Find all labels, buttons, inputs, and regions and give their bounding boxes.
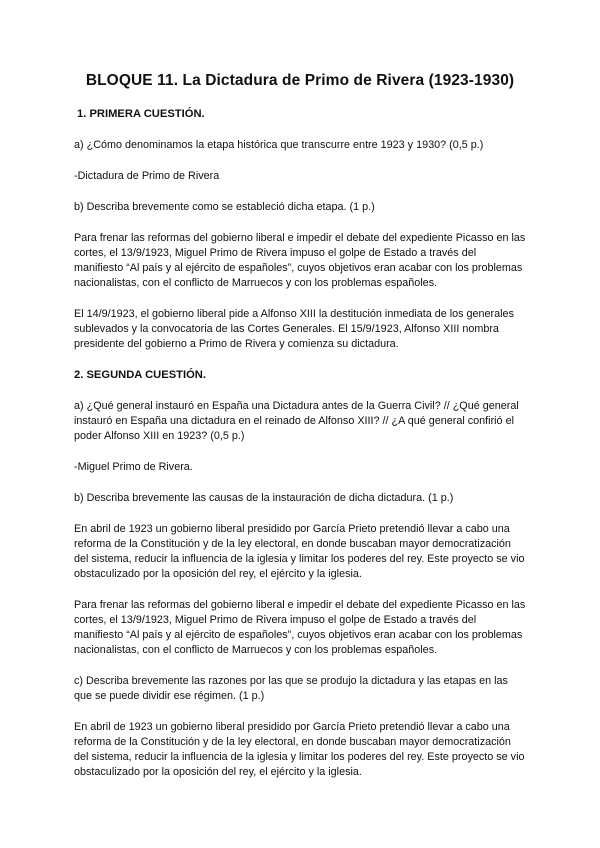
document-title: BLOQUE 11. La Dictadura de Primo de Rivera (1923-1930)	[85, 72, 515, 89]
answer-c-paragraph: En abril de 1923 un gobierno liberal presidido por García Prieto pretendió llevar a cabo una reforma de la Constitución y de la ley electoral, en donde buscaban mayor democratización del sistema, reducir la influencia de la iglesia y limitar los poderes del rey. Este proyecto se vio obstaculizado por la oposición del rey, el ejército y la iglesia.	[74, 721, 525, 778]
section-heading: 2. SEGUNDA CUESTIÓN.	[74, 369, 206, 381]
question-a: a) ¿Cómo denominamos la etapa histórica que transcurre entre 1923 y 1930? (0,5 p.)	[74, 139, 484, 151]
answer-a: -Dictadura de Primo de Rivera	[74, 170, 220, 182]
section-segunda-cuestion	[74, 368, 526, 780]
question-a: a) ¿Qué general instauró en España una Dictadura antes de la Guerra Civil? // ¿Qué general instauró en España una dictadura en el reinado de Alfonso XIII? // ¿A qué general confirió el poder Alfonso XIII en 1923? (0,5 p.)	[74, 400, 519, 442]
question-b: b) Describa brevemente como se estableció dicha etapa. (1 p.)	[74, 201, 375, 213]
section-primera-cuestion	[74, 107, 526, 352]
question-b: b) Describa brevemente las causas de la instauración de dicha dictadura. (1 p.)	[74, 492, 454, 504]
answer-a: -Miguel Primo de Rivera.	[74, 461, 193, 473]
section-heading: 1. PRIMERA CUESTIÓN.	[77, 108, 205, 120]
answer-b-paragraph: El 14/9/1923, el gobierno liberal pide a Alfonso XIII la destitución inmediata de los generales sublevados y la convocatoria de las Cortes Generales. El 15/9/1923, Alfonso XIII nombra presidente del gobierno a Primo de Rivera y comienza su dictadura.	[74, 308, 514, 350]
question-c: c) Describa brevemente las razones por las que se produjo la dictadura y las etapas en las que se puede dividir ese régimen. (1 p.)	[74, 675, 508, 702]
answer-b-paragraph: Para frenar las reformas del gobierno liberal e impedir el debate del expediente Picasso en las cortes, el 13/9/1923, Miguel Primo de Rivera impuso el golpe de Estado a través del manifiesto “Al país y al ejército de españoles”, cuyos objetivos eran acabar con los problemas nacionalistas, con el conflicto de Marruecos y con los problemas españoles.	[74, 599, 526, 656]
answer-b-paragraph: Para frenar las reformas del gobierno liberal e impedir el debate del expediente Picasso en las cortes, el 13/9/1923, Miguel Primo de Rivera impuso el golpe de Estado a través del manifiesto “Al país y al ejército de españoles”, cuyos objetivos eran acabar con los problemas nacionalistas, con el conflicto de Marruecos y con los problemas españoles.	[74, 232, 526, 289]
answer-b-paragraph: En abril de 1923 un gobierno liberal presidido por García Prieto pretendió llevar a cabo una reforma de la Constitución y de la ley electoral, en donde buscaban mayor democratización del sistema, reducir la influencia de la iglesia y limitar los poderes del rey. Este proyecto se vio obstaculizado por la oposición del rey, el ejército y la iglesia.	[74, 523, 525, 580]
